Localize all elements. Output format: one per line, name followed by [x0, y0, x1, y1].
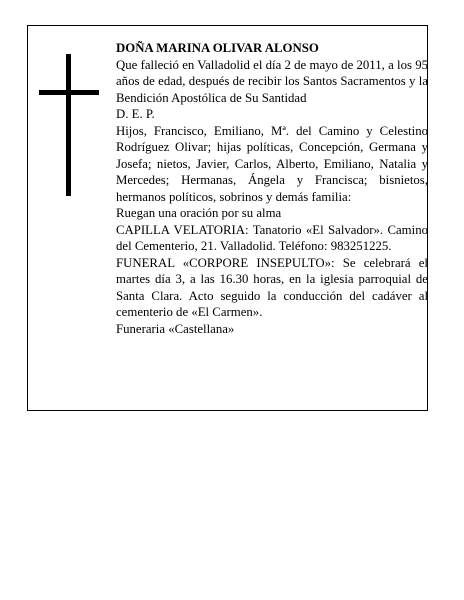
family-list: Hijos, Francisco, Emiliano, Mª. del Camino y Celestino Rodríguez Olivar; hijas políticas, Concepción, Germana y Josefa; nietos, Javier, Carlos, Alberto, Emiliano, Natalia y Mercedes; Hermanas, Ángela y Francisca; bisnietos, hermanos políticos, sobrinos y demás familia: [116, 123, 428, 204]
deceased-name: DOÑA MARINA OLIVAR ALONSO [116, 41, 319, 55]
death-statement: Que falleció en Valladolid el día 2 de mayo de 2011, a los 95 años de edad, después de recibir los Santos Sacramentos y la Bendición Apostólica de Su Santidad [116, 57, 428, 105]
wake-info: CAPILLA VELATORIA: Tanatorio «El Salvador». Camino del Cementerio, 21. Valladolid. Teléfono: 983251225. [116, 222, 428, 253]
notice-body [116, 40, 428, 337]
cross-vertical-bar [66, 54, 71, 196]
obituary-notice [27, 25, 428, 411]
cross-horizontal-bar [39, 90, 99, 95]
rip-line: D. E. P. [116, 107, 155, 121]
cross-icon [39, 54, 99, 196]
funeral-home: Funeraria «Castellana» [116, 321, 235, 336]
funeral-info: FUNERAL «CORPORE INSEPULTO»: Se celebrará el martes día 3, a las 16.30 horas, en la iglesia parroquial de Santa Clara. Acto seguido la conducción del cadáver al cementerio de «El Carmen». [116, 255, 428, 319]
prayer-request: Ruegan una oración por su alma [116, 206, 282, 220]
